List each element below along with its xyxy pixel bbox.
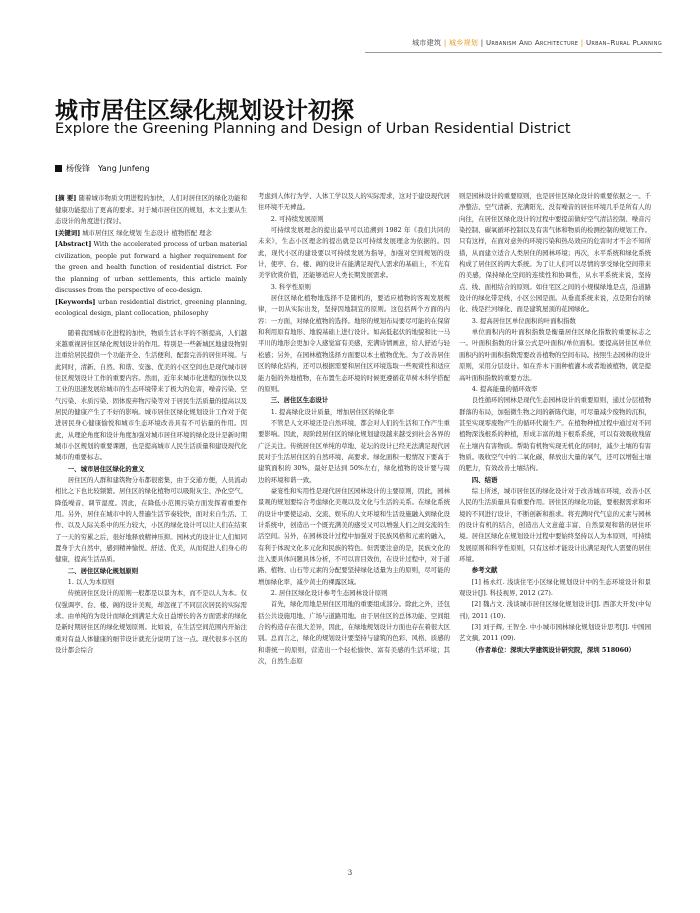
subsection-3-2-continued: 则是园林设计的重要原则，也是居住区绿化设计的重要依据之一。千净整洁、空气清新、充满阳光、没有噪音的居住环境几乎是所有人的向往，在居住区绿化设计的过程中要提前做好空气清洁控制、噪音污染控制、碳氧循环控制以及有害气体和物质的检测控制的规划工作。只有这样，在面对意外的环境污染和热岛效应的危害时才不会不知所措，从而建立适合人类居住的园林环境；再次，水平系统和绿化系统构成了居住区的两大系统。为了让人们可以尽情的享受绿化空间带来的美感，保持绿化空间的连续性和协调性，从水平系统来说，坚持点、线、面相结合的原则。如住宅区之间的小规模绿地是点，沿道路设计的绿化带是线，小区公园是面。从垂直系统来说，点是阳台的绿化、线是拦河绿化、面是建筑屋顶的花园绿化。 bbox=[459, 192, 651, 314]
column-2 bbox=[258, 191, 450, 667]
subsection-3-1-heading: 1. 提高绿化设计质量，增加居住区的绿化率 bbox=[270, 407, 394, 416]
subsection-2-1-paragraph: 传统居住区设计的原则一般都是以景为本，而不是以人为本。仅仅强调亭、台、楼、阁的设计美观，却忽视了不同层次居民的实际需求。由单纯的为设计而绿化到满足大众日益增长的各方面需求的绿化是新时期居住区的绿化规划原则。比如说，在生活空间范围内开始注重对有益人体健康的细节设计就充分说明了这一点。现代很多小区的设计都会综合 bbox=[55, 589, 247, 655]
author-affiliation: （作者单位：深圳大学建筑设计研究院，深圳 518060） bbox=[471, 645, 635, 654]
keywords-cn-text: 城市居住区 绿化规划 生态设计 植物搭配 理念 bbox=[82, 228, 212, 237]
author-square-icon bbox=[55, 165, 62, 172]
references-heading: 参考文献 bbox=[471, 566, 498, 575]
spacer bbox=[55, 320, 247, 328]
section-heading-2: 二、居住区绿化规划原则 bbox=[67, 566, 139, 575]
intro-paragraph: 随着我国城市化进程的加快，物质生活水平的不断提高，人们越来越重视居住区绿化规划设计的作用。特别是一些新城区地建设物别注重给居民提供一个功能齐全、生活便利、配套完善的居住环境。与此同时，清新、自然、和谐、安逸、优美的小区空间也是现代城市居住区规划设计工作的重要内容。然而，近年来城市化进程的加快以及工业的迅速发展给城市的生态环境带来了极大的危害，噪音污染、空气污染、水质污染、固体废弃物污染等对于居民生活质量的提高以及居民的健康产生了不好的影响。城市居住区绿化规划设计工作对于促进居民身心健康愉悦和城市生态环境改善具有不可估量的作用。因此，从理论角度和设计角度加强对城市居住环境的绿化设计是新时期城市小区规划的重要课题，也是提高城市人民生活质量和建设现代化城市的重要标志。 bbox=[55, 328, 247, 462]
journal-header bbox=[412, 38, 662, 48]
reference-item: [3] 刘子辉, 王智全. 中小城市园林绿化规划设计思考[J]. 中国园艺文摘, 2011 (09). bbox=[459, 623, 651, 643]
conclusion-paragraph: 综上所述，城市居住区的绿化设计对于改善城市环境，改善小区人民的生活质量具有重要作用。居住区的绿化功能，要根据需求和环境的不同进行设计，不断创新和推求。将充满时代气息的元素与园林的设计有机的结合，创造出人文意蕴丰富、自然景观和谐的居住环境。居住区绿化在规划设计过程中要始终坚持以人为本原则，可持续发展原则和科学性原则，只有这样才能设计出满足现代人需要的居住环境。 bbox=[459, 486, 651, 563]
keywords-en-label: [Keywords] bbox=[55, 297, 96, 306]
header-en-left: Urbanism And Architecture bbox=[485, 39, 579, 47]
abstract-cn-label: [摘 要] bbox=[55, 194, 77, 202]
header-en-right: Urban–Rural Planning bbox=[585, 39, 662, 47]
subsection-3-1-paragraph-1: 不管是人文环境还是自然环境，都会对人们的生活和工作产生重要影响。因此，现阶段居住区的绿化规划建设越来越受到社会各界的广泛关注。传统居住区单纯的草地、花坛的设计已经无法满足现代居民对于生活居住区的自然环境、高要求。绿化面积一般情况下要高于建筑面积的 30%，最好是达到 50%左右，绿化植物的设计要与周边的环境和谐一致。 bbox=[258, 418, 450, 484]
abstract-en bbox=[55, 239, 247, 297]
header-sep-2: | bbox=[480, 39, 484, 47]
page-number: 3 bbox=[347, 869, 353, 877]
keywords-en-text: urban residential district, greening planning, ecological design, plant collocation, philosophy bbox=[55, 297, 247, 317]
article-title: 城市居住区绿化规划设计初探 bbox=[55, 98, 354, 124]
section-heading-4: 四、结语 bbox=[471, 475, 498, 484]
header-rule bbox=[365, 52, 662, 53]
section-heading-3: 三、居住区生态设计 bbox=[270, 396, 329, 405]
subsection-2-2-heading: 2. 可持续发展原则 bbox=[270, 214, 324, 223]
subsection-2-1-heading: 1. 以人为本原则 bbox=[67, 578, 115, 587]
subsection-2-3-heading: 3. 科学性原则 bbox=[270, 282, 311, 291]
header-cn-right: 城乡规划 bbox=[449, 39, 479, 47]
subsection-3-3-heading: 3. 提高居住区单位面积的叶面积指数 bbox=[471, 316, 576, 325]
abstract-en-label: [Abstract] bbox=[55, 240, 92, 248]
subsection-3-4-paragraph: 良性循环的园林是现代生态园林设计的重要原则，通过分层植物群落的布局，加强微生物之间的新陈代谢，可尽量减少废物的沉积，甚至实现零废物产生的循环代谢生产。在植物种植过程中通过对不同植物深浅根系的种植，形成丰富的地下根系系统，可以有效吸收残留在土壤内有害物质。帮助有机物实现无机化的同时，减少土壤的有害物质。吸收空气中的二氧化碳，释放出大量的氧气，还可以增强土壤的肥力，有效改善土壤结构。 bbox=[459, 396, 651, 473]
section-heading-1: 一、城市居住区绿化的意义 bbox=[67, 464, 145, 473]
subsection-3-3-paragraph: 单位面积内的叶面积指数是衡量居住区绿化指数的重要标志之一。叶面积指数的计算公式是叶面积/单位面积。要提高居住区单位面积内的叶面积指数需要改善植物的空间布局。按照生态园林的设计原则，采用分层设计。如在乔木下面种植灌木或者地被植物，就是提高叶面积指数的重要方法。 bbox=[459, 328, 651, 382]
abstract-cn bbox=[55, 193, 247, 228]
abstract-en-text: With the accelerated process of urban material civilization, people put forward a higher requirement for the green and health function of residential district. For the planning of urban settlements, this article mainly discusses from the perspective of eco-design. bbox=[55, 240, 247, 294]
subsection-3-2-paragraph: 首先，绿化用地是居住区用地的重要组成部分。除此之外，还包括公共设施用地、广场与道路用地。由于居住区的总体功能、空间组合的构造存在很大差异，因此，在绿地规划设计方面也存在着很大区别。总而言之，绿化的规划设计要坚持与建筑的色彩、风格、质感的和谐统一的原则，营造出一个轻松愉快、富有美感的生活环境；其次，自然生态原 bbox=[258, 600, 450, 666]
column-3 bbox=[459, 191, 651, 656]
keywords-cn-label: [关键词] bbox=[55, 228, 81, 237]
column-1 bbox=[55, 193, 247, 656]
subsection-2-1-continued: 考虑到人体行为学、人体工学以及人的实际需求，这对于建设现代居住环境不无裨益。 bbox=[258, 192, 450, 212]
header-sep-1: | bbox=[443, 39, 447, 47]
article-subtitle: Explore the Greening Planning and Design of Urban Residential District bbox=[55, 121, 571, 137]
header-cn-left: 城市建筑 bbox=[412, 39, 442, 47]
author-name: 杨俊锋 Yang Junfeng bbox=[66, 164, 150, 173]
abstract-cn-text: 随着城市物质文明进程的加快，人们对居住区的绿化功能和健康功能提出了更高的要求。对于城市居住区的规划，本文主要从生态设计的角度进行探讨。 bbox=[55, 194, 247, 225]
reference-item: [2] 魏占文. 浅谈城市居住区绿化规划设计[J]. 西部大开发(中旬刊), 2011 (10). bbox=[459, 600, 651, 620]
author-line bbox=[55, 163, 150, 174]
keywords-en bbox=[55, 297, 247, 320]
reference-item: [1] 杨永红. 浅谈住宅小区绿化规划设计中的生态环境设计和景观设计[J]. 科技视界, 2012 (27). bbox=[459, 577, 651, 598]
subsection-3-2-heading: 2. 居住区绿化设计参考生态园林设计原则 bbox=[270, 589, 388, 598]
subsection-2-3-paragraph: 居住区绿化植物地选择不是随机的，要适应植物的客观发展规律，一切从实际出发，坚持因地制宜的原则。这包括两个方面的内容：一方面，对绿化植物的选择。地形的规划布局要尽可能的在保留和利用原有地形、地貌基础上进行设计。如高低起伏的地貌和比一马平川的地形会更加令人感觉富有美感，充满诗情画意，给人舒适与轻松感；另外，在园林植物选择方面要以本土植物优先。为了改善居住区的绿化结构，还可以根据需要和居住区环境选取一些观赏性和适应能力强的外地植物，在布置生态环境的时候更遵循花草树木科学搭配的原则。 bbox=[258, 294, 450, 393]
keywords-cn bbox=[55, 228, 247, 240]
section-1-paragraph: 居住区的人群和建筑物分布都很密集，由于交通方便，人员流动相比之下也比较频繁。居住区的绿化植物可以吸附灰尘、净化空气、降低噪音、调节湿度。因此，在降低小范围污染方面发挥着重要作用。另外，居住在城市中的人普遍生活节奏较快，面对来自生活、工作、以及人际关系中的压力较大，小区的绿化设计可以让人们在结束了一天的穷累之后，很好地释放精神压抑。园林式的设计让人们如同置身于大自然中，感到精神愉悦、舒适、优美，从而促进人们身心的健康，提高生活品质。 bbox=[55, 475, 247, 564]
header-sep-3: | bbox=[580, 39, 584, 47]
subsection-3-1-paragraph-2: 豪宴性和实用性是现代居住区园林设计的主要原则，因此，园林景观的规划要综合考虑绿化美观以及文化与生活的关系。在绿化系统的设计中要使运动、交流、娱乐的人文环境和生活设施融入到绿化设计系统中，创造出一个既充满美的感受又可以增强人们之间交流的生活空间。另外，在园林设计过程中加强对于民族风格和元素的融入，有利于体现文化多元化和民族的特色。但需要注意的是，民族文化的注入要具体问题具体分析，不可以盲目效仿，在设计过程中，对于道路、植物、山石等元素的分配要坚持绿化适量为主的原则，尽可能的增加绿化率，减少黄土的裸露区域。 bbox=[258, 486, 450, 586]
subsection-2-2-paragraph: 可持续发展理念的提出最早可以追溯到 1982 年《我们共同的未来》，生态小区理念的提出就是以可持续发展理念为依据的。因此，现代小区的建设要以可持续发展为指导，加强对空间规划的设计，使亭、台、楼、阁的设计在能满足现代人需求的基础上，不光有美学欣赏价值，还能够适应人类长期发展需求。 bbox=[258, 226, 450, 280]
subsection-3-4-heading: 4. 提高能量的循环效率 bbox=[471, 384, 538, 393]
